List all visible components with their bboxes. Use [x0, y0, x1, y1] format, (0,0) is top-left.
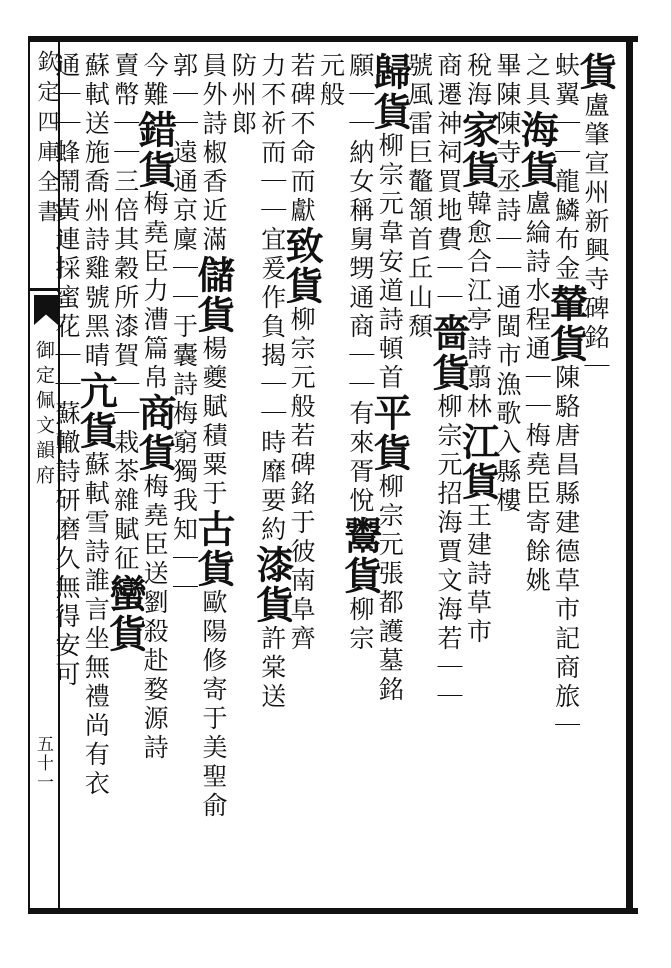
text-column [132, 52, 178, 763]
text-column [315, 52, 347, 110]
entry-text: 陳駱唐昌縣建德草市記商旅｜ [551, 364, 581, 741]
entry-text: 廩｜｜于囊 [169, 226, 199, 371]
entry-text: 歐陽修寄于美聖俞 [198, 589, 228, 821]
entry-text: 願｜｜納女稱舅甥 [345, 52, 375, 284]
entry-text: 之具 [522, 52, 552, 110]
entry-text: 梅堯臣送劉殺赴婺源詩 [140, 473, 170, 763]
entry-text: 號風雷巨鼇頷首丘山頹 [404, 52, 434, 342]
headword: 平 [367, 393, 413, 433]
headword: 貨 [102, 614, 148, 654]
headword: 江 [455, 422, 501, 462]
frame-bottom-rule [28, 908, 638, 914]
headword: 錯 [132, 110, 178, 150]
entry-text: 畢陳 [492, 52, 522, 110]
entry-text: 通商｜｜有來胥悅 [345, 284, 375, 516]
entry-text: 蚨翼｜｜龍鱗布金 [551, 52, 581, 284]
text-column [337, 52, 383, 654]
headword: 嗇 [426, 313, 472, 353]
entry-text: 蘇軾雪詩誰言坐無禮尚有衣 [81, 451, 111, 799]
entry-text: 詩梅窮獨我知｜｜ [169, 371, 199, 603]
headword: 貨 [455, 150, 501, 190]
headword: 輦 [543, 284, 589, 324]
entry-text: ｜ [581, 353, 610, 382]
text-column [426, 52, 472, 712]
entry-text: 力不祈而｜｜ [257, 52, 287, 226]
entry-text: 梅堯臣力漕篇帛 [140, 190, 170, 393]
text-column [50, 52, 82, 690]
entry-text: 盧綸詩水程通｜｜梅堯臣寄餘姚 [522, 190, 552, 596]
text-column [514, 52, 560, 596]
frame-right-rule [626, 36, 633, 914]
entry-text: 柳宗元韋安道詩頓首 [375, 132, 405, 393]
headword: 貨 [514, 150, 560, 190]
entry-text: 郭｜｜遠通京 [169, 52, 199, 226]
entry-text: 許棠送 [257, 625, 287, 712]
entry-text: 宜爰作負揭｜｜時靡要約 [257, 226, 287, 545]
entry-text: 盧肇宣州新興寺碑銘 [581, 92, 610, 353]
text-column [190, 52, 236, 821]
entry-text: 王建詩草市 [463, 502, 493, 647]
headword: 貨 [190, 295, 236, 335]
headword: 鬻 [337, 516, 383, 556]
entry-text: 柳宗元招海賈文海若｜｜ [434, 393, 464, 712]
entry-text: 幣｜｜三倍其穀 [110, 81, 140, 284]
text-column [367, 52, 413, 705]
entry-text: 所漆賀｜｜栽茶雜賦征 [110, 284, 140, 574]
entry-text: 楊夔賦積粟于 [198, 335, 228, 509]
headword: 貨 [249, 585, 295, 625]
entry-text: 遷神祠買地費｜｜ [434, 81, 464, 313]
entry-text: ｜｜蘇轍詩研磨久無得安可 [52, 342, 81, 690]
headword: 漆 [249, 545, 295, 585]
headword: 家 [455, 110, 501, 150]
headword: 貨 [279, 266, 325, 306]
entry-text: 柳宗 [345, 596, 375, 654]
headword: 貨 [455, 462, 501, 502]
frame-top-rule [28, 36, 638, 42]
text-column [73, 52, 119, 799]
text-column [249, 52, 295, 712]
headword: 貨 [426, 353, 472, 393]
frame-left-rule [28, 36, 30, 914]
headword: 貨 [190, 549, 236, 589]
entry-text: 通｜｜蜂鬧黃連採蜜花 [52, 52, 81, 342]
entry-text: 柳宗元張都護墓銘 [375, 473, 405, 705]
headword: 蠻 [102, 574, 148, 614]
entry-text: 柳宗元般若碑銘于彼南阜齊 [287, 306, 317, 654]
headword: 貨 [337, 556, 383, 596]
headword: 貨 [132, 150, 178, 190]
headword: 貨 [132, 433, 178, 473]
headword: 歸 [367, 52, 413, 92]
text-column [226, 52, 258, 139]
entry-text: 元般 [316, 52, 346, 110]
headword: 儲 [190, 255, 236, 295]
headword: 亢 [73, 371, 119, 411]
entry-text: 陳寺丞詩｜｜通閩市漁歌入縣樓 [492, 110, 522, 516]
headword: 古 [190, 509, 236, 549]
page-number: 五十一 [33, 735, 53, 792]
entry-text: 防州郞 [228, 52, 258, 139]
headword: 貨 [367, 92, 413, 132]
headword: 致 [279, 226, 325, 266]
entry-text: 稅海 [463, 52, 493, 110]
entry-text: 若碑不命而獻 [287, 52, 317, 226]
entry-text: 賣 [110, 52, 140, 81]
headword: 海 [514, 110, 560, 150]
headword: 貨 [367, 433, 413, 473]
headword: 商 [132, 393, 178, 433]
headword: 貨 [573, 52, 618, 92]
entry-text: 今難 [140, 52, 170, 110]
entry-text: 商 [434, 52, 464, 81]
margin-title-bottom: 御定佩文韻府 [33, 340, 55, 490]
headword: 貨 [73, 411, 119, 451]
margin-title-top: 欽定四庫全書 [34, 50, 59, 230]
headword: 貨 [543, 324, 589, 364]
entry-text: 韓愈合江亭詩翦林 [463, 190, 493, 422]
entry-text: 蘇軾送施喬州詩雞號黑晴 [81, 52, 111, 371]
text-column [102, 52, 148, 654]
entry-text: 員外詩椒香近滿 [198, 52, 228, 255]
